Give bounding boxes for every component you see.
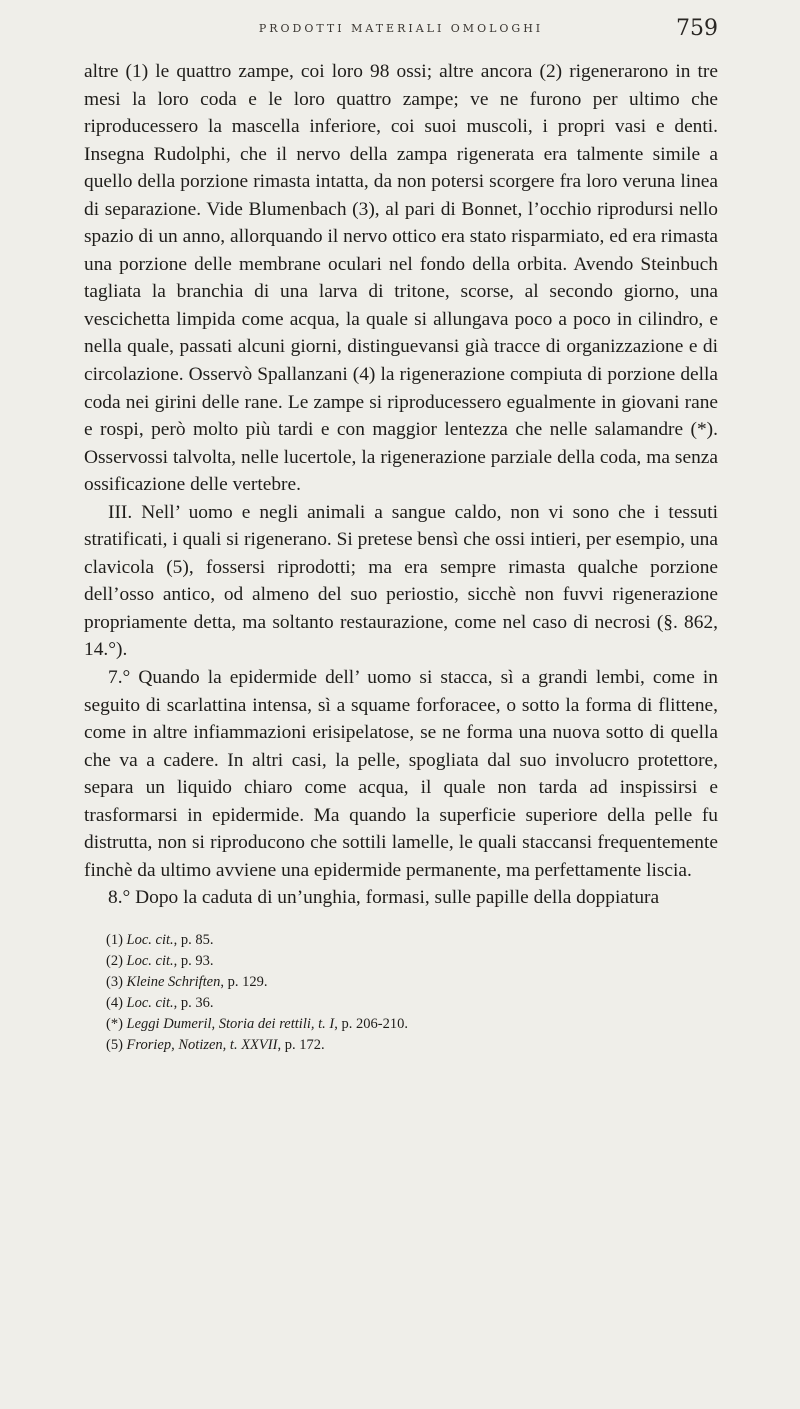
page-number: 759 — [676, 16, 718, 41]
footnote-mark: (5) — [106, 1036, 123, 1053]
paragraph-continuation: altre (1) le quattro zampe, coi loro 98 ossi; altre ancora (2) rigenerarono in tre mesi la loro coda e le loro quattro zampe; ve ne furono per ultimo che riproducessero la mascella inferiore, coi suoi muscoli, i propri vasi e denti. Insegna Rudolphi, che il nervo della zampa rigenerata era talmente simile a quello della porzione rimasta intatta, da non potersi scorgere fra loro veruna linea di separazione. Vide Blumenbach (3), al pari di Bonnet, l’occhio riprodursi nello spazio di un anno, allorquando il nervo ottico era stato risparmiato, ed era rimasta una porzione delle membrane oculari nel fondo della orbita. Avendo Steinbuch tagliata la branchia di una larva di tritone, scorse, al secondo giorno, una vescichetta limpida come acqua, la quale si allungava poco a poco in cilindro, e nella quale, passati alcuni giorni, distinguevansi già tracce di organizzazione e di circolazione. Osservò Spallanzani (4) la rigenerazione compiuta di porzione della coda nei girini delle rane. Le zampe si riproducessero egualmente in giovani rane e rospi, però molto più tardi e con maggior lentezza che nelle salamandre (*). Osservossi talvolta, nelle lucertole, la rigenerazione parziale della coda, ma senza ossificazione delle vertebre. — [84, 61, 718, 496]
footnote-source: Froriep, Notizen, t. XXVII — [126, 1036, 278, 1053]
footnote-locator: , p. 206-210. — [334, 1015, 408, 1032]
footnote-5 — [106, 1035, 718, 1056]
paragraph-item-7: 7.° Quando la epidermide dell’ uomo si stacca, sì a grandi lembi, come in seguito di scarlattina intensa, sì a squame forforacee, o sotto la forma di flittene, come in altre infiammazioni erisipelatose, se ne forma una nuova sotto di quella che va a cadere. In altri casi, la pelle, spogliata dal suo involucro protettore, separa un liquido chiaro come acqua, il quale non tarda ad inspissirsi e trasformarsi in epidermide. Ma quando la superficie superiore della pelle fu distrutta, non si riproducono che sottili lamelle, le quali staccansi frequentemente finchè da ultimo avviene una epidermide permanente, ma perfettamente liscia. — [84, 667, 718, 881]
body-text — [84, 58, 718, 912]
footnote-mark: (4) — [106, 994, 123, 1011]
footnote-source: Loc. cit. — [126, 952, 174, 969]
footnote-locator: , p. 172. — [277, 1036, 325, 1053]
paragraph-section-iii: III. Nell’ uomo e negli animali a sangue caldo, non vi sono che i tessuti stratificati, i quali si rigenerano. Si pretese bensì che ossi intieri, per esempio, una clavicola (5), fossersi riprodotti; ma era sempre rimasta qualche porzione dell’osso antico, od almeno del suo periostio, sicchè non fuvvi rigenerazione propriamente detta, ma soltanto restaurazione, come nel caso di necrosi (§. 862, 14.°). — [84, 501, 718, 661]
footnote-source: Loc. cit. — [126, 931, 174, 948]
footnotes — [84, 930, 718, 1056]
footnote-asterisk — [106, 1014, 718, 1035]
footnote-mark: (3) — [106, 973, 123, 990]
footnote-1 — [106, 930, 718, 951]
footnote-source: Leggi Dumeril, Storia dei rettili, t. I — [126, 1015, 335, 1032]
page-header — [84, 0, 718, 58]
footnote-3 — [106, 972, 718, 993]
footnote-locator: , p. 85. — [173, 931, 214, 948]
footnote-mark: (*) — [106, 1015, 123, 1032]
footnote-2 — [106, 951, 718, 972]
footnote-locator: , p. 129. — [220, 973, 268, 990]
footnote-source: Kleine Schriften — [126, 973, 221, 990]
running-head: PRODOTTI MATERIALI OMOLOGHI — [258, 22, 544, 35]
paragraph-item-8: 8.° Dopo la caduta di un’unghia, formasi, sulle papille della doppiatura — [108, 887, 660, 909]
footnote-locator: , p. 93. — [173, 952, 214, 969]
footnote-4 — [106, 993, 718, 1014]
footnote-mark: (2) — [106, 952, 123, 969]
footnote-mark: (1) — [106, 931, 123, 948]
footnote-locator: , p. 36. — [173, 994, 214, 1011]
footnote-source: Loc. cit. — [126, 994, 174, 1011]
